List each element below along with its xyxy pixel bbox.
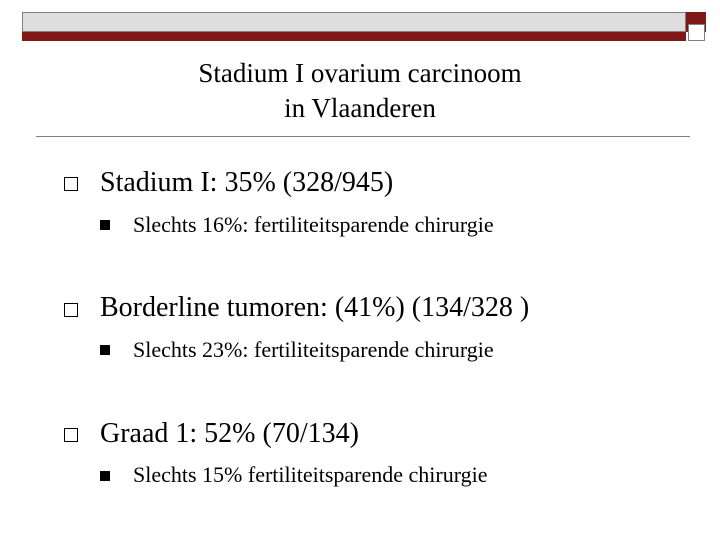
header-bar [22,12,686,32]
filled-square-bullet-icon [100,220,110,230]
title-line-2: in Vlaanderen [284,93,436,123]
hollow-square-bullet-icon [64,428,78,442]
title-line-1: Stadium I ovarium carcinoom [198,58,522,88]
bullet-3-sub-text: Slechts 15% fertiliteitsparende chirurgie [133,462,488,487]
bullet-3-text: Graad 1: 52% (70/134) [100,418,359,449]
filled-square-bullet-icon [100,471,110,481]
slide-title [0,56,720,126]
bullet-2-sub-text: Slechts 23%: fertiliteitsparende chirurgie [133,337,494,362]
filled-square-bullet-icon [100,345,110,355]
title-divider [36,136,690,137]
corner-box [688,24,705,41]
hollow-square-bullet-icon [64,177,78,191]
bullet-1-sub-text: Slechts 16%: fertiliteitsparende chirurgie [133,212,494,237]
hollow-square-bullet-icon [64,303,78,317]
bullet-1-text: Stadium I: 35% (328/945) [100,167,394,198]
header-accent-bar [22,32,686,41]
bullet-2-text: Borderline tumoren: (41%) (134/328 ) [100,292,530,323]
